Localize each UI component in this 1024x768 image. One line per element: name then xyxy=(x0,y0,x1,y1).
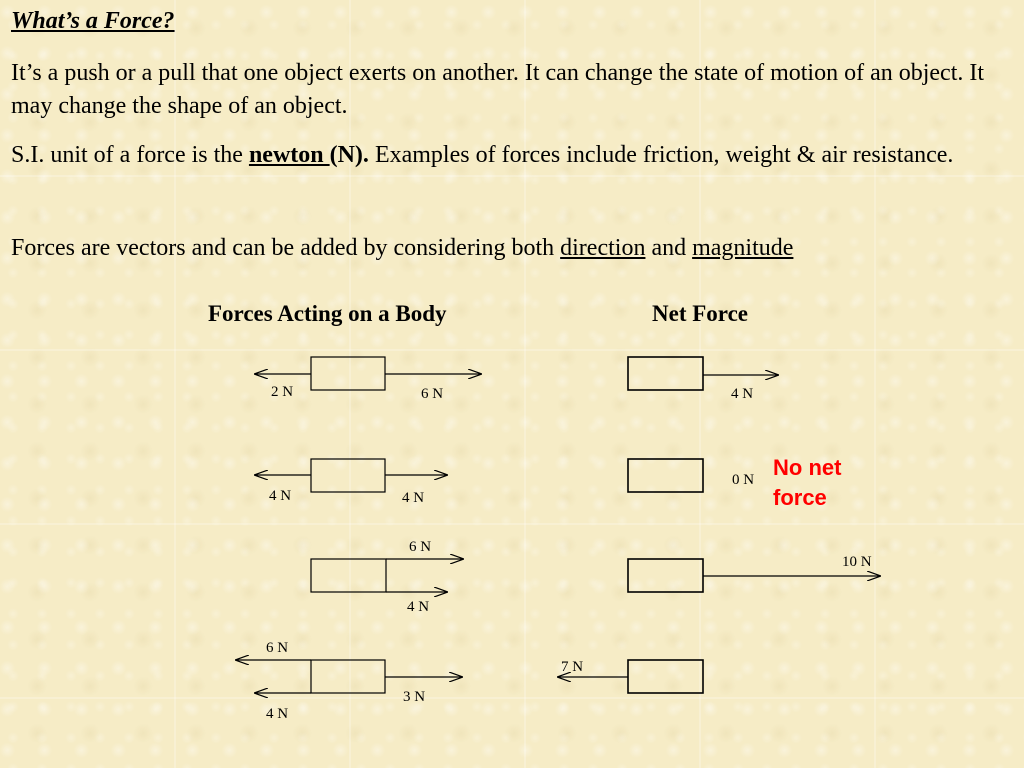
unit-text-pre: S.I. unit of a force is the xyxy=(11,142,249,168)
body-box xyxy=(311,357,385,390)
body-box xyxy=(628,459,703,492)
force-label: 4 N xyxy=(269,488,292,504)
no-net-force-note: No net force xyxy=(773,455,842,510)
net-force-label: 0 N xyxy=(732,472,755,488)
unit-term-newton: newton xyxy=(248,142,330,168)
body-box xyxy=(628,660,703,693)
term-magnitude: magnitude xyxy=(692,235,794,261)
unit-abbreviation: (N). xyxy=(329,142,369,168)
force-label: 6 N xyxy=(421,386,444,402)
force-label: 2 N xyxy=(271,384,294,400)
vectors-text-pre: Forces are vectors and can be added by considering both xyxy=(11,235,561,261)
definition-paragraph: It’s a push or a pull that one object exerts on another. It can change the state of motion of an object. It may change the shape of an object. xyxy=(11,60,985,119)
net-force-label: 10 N xyxy=(842,554,872,570)
force-label: 6 N xyxy=(266,640,289,656)
body-box xyxy=(628,559,703,592)
net-force-label: 4 N xyxy=(731,386,754,402)
body-box xyxy=(311,459,385,492)
net-force-label: 7 N xyxy=(561,659,584,675)
force-label: 4 N xyxy=(266,706,289,722)
force-label: 4 N xyxy=(407,599,430,615)
body-box xyxy=(311,660,385,693)
force-label: 3 N xyxy=(403,689,426,705)
force-label: 4 N xyxy=(402,490,425,506)
page-title: What’s a Force? xyxy=(11,8,175,34)
body-box xyxy=(628,357,703,390)
heading-forces-acting: Forces Acting on a Body xyxy=(208,301,447,326)
force-label: 6 N xyxy=(409,539,432,555)
vectors-text-mid: and xyxy=(645,235,693,261)
unit-text-post: Examples of forces include friction, weight & air resistance. xyxy=(368,142,954,168)
heading-net-force: Net Force xyxy=(652,301,748,326)
body-box xyxy=(311,559,386,592)
term-direction: direction xyxy=(560,235,646,261)
